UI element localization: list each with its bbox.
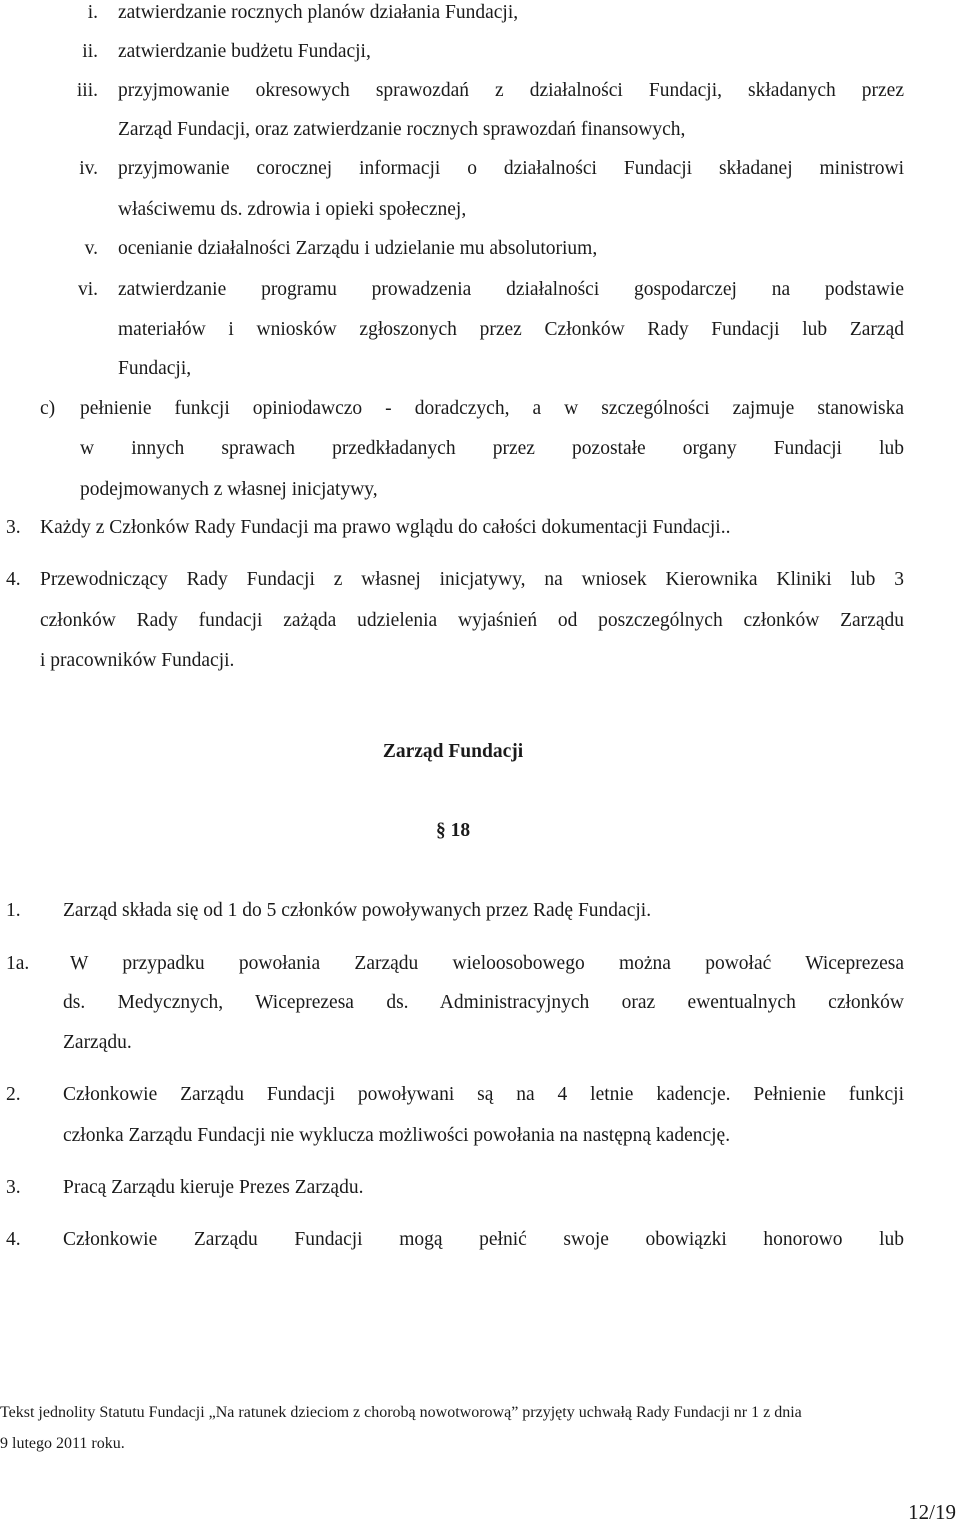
list-item-text: Fundacji, [118,358,192,379]
board-item-number: 3. [6,1177,21,1198]
item-text: w innych sprawach przedkładanych przez pozostałe organy Fundacji lub [80,438,904,459]
board-item-text: członka Zarządu Fundacji nie wyklucza możliwości powołania na następną kadencję. [63,1125,731,1146]
list-number: iii. [76,80,98,101]
section-heading [0,820,906,842]
list-item-text: ocenianie działalności Zarządu i udzielanie mu absolutorium, [118,238,598,259]
paragraph-text: i pracowników Fundacji. [40,650,235,671]
paragraph-number: 3. [6,517,21,538]
board-item-text: ds. Medycznych, Wiceprezesa ds. Administracyjnych oraz ewentualnych członków [63,992,904,1013]
board-item-text: Członkowie Zarządu Fundacji powoływani są na 4 letnie kadencje. Pełnienie funkcji [63,1084,904,1105]
board-item-text: Członkowie Zarządu Fundacji mogą pełnić swoje obowiązki honorowo lub [63,1229,904,1250]
list-item-text: Zarząd Fundacji, oraz zatwierdzanie rocznych sprawozdań finansowych, [118,119,686,140]
board-item-text: Zarząd składa się od 1 do 5 członków powoływanych przez Radę Fundacji. [63,900,652,921]
list-item-text: zatwierdzanie budżetu Fundacji, [118,41,371,62]
section-number: 18 [450,820,471,841]
board-item-text: Zarządu. [63,1032,132,1053]
list-number: i. [87,2,98,23]
list-item-text: zatwierdzanie programu prowadzenia działalności gospodarczej na podstawie [118,279,904,300]
page-number: 12/19 [908,1500,956,1524]
list-item-text: właściwemu ds. zdrowia i opieki społecznej, [118,199,467,220]
list-number: iv. [79,158,98,179]
board-item-number: 4. [6,1229,21,1250]
footer-line: 9 lutego 2011 roku. [0,1435,125,1452]
list-item-text: przyjmowanie okresowych sprawozdań z działalności Fundacji, składanych przez [118,80,904,101]
paragraph-text: Każdy z Członków Rady Fundacji ma prawo wglądu do całości dokumentacji Fundacji.. [40,517,731,538]
item-label: c) [40,398,56,419]
list-item-text: zatwierdzanie rocznych planów działania Fundacji, [118,2,519,23]
item-text: pełnienie funkcji opiniodawczo - doradczych, a w szczególności zajmuje stanowiska [80,398,904,419]
list-number: vi. [77,279,98,300]
board-item-text: W przypadku powołania Zarządu wieloosobowego można powołać Wiceprezesa [70,953,904,974]
section-symbol: § [435,820,446,841]
paragraph-text: członków Rady fundacji zażąda udzielenia wyjaśnień od poszczególnych członków Zarządu [40,610,904,631]
list-item-text: przyjmowanie corocznej informacji o działalności Fundacji składanej ministrowi [118,158,904,179]
board-item-number: 1. [6,900,21,921]
list-item-text: materiałów i wniosków zgłoszonych przez Członków Rady Fundacji lub Zarząd [118,319,904,340]
board-item-number: 2. [6,1084,21,1105]
section-title: Zarząd Fundacji [382,741,524,762]
board-item-text: Pracą Zarządu kieruje Prezes Zarządu. [63,1177,364,1198]
item-text: podejmowanych z własnej inicjatywy, [80,479,378,500]
list-number: ii. [82,41,98,62]
list-number: v. [84,238,98,259]
paragraph-text: Przewodniczący Rady Fundacji z własnej inicjatywy, na wniosek Kierownika Kliniki lub 3 [40,569,904,590]
paragraph-number: 4. [6,569,21,590]
footer-line: Tekst jednolity Statutu Fundacji „Na ratunek dzieciom z chorobą nowotworową” przyjęty uchwałą Rady Fundacji nr 1 z dnia [0,1404,802,1421]
board-item-number: 1a. [6,953,30,974]
